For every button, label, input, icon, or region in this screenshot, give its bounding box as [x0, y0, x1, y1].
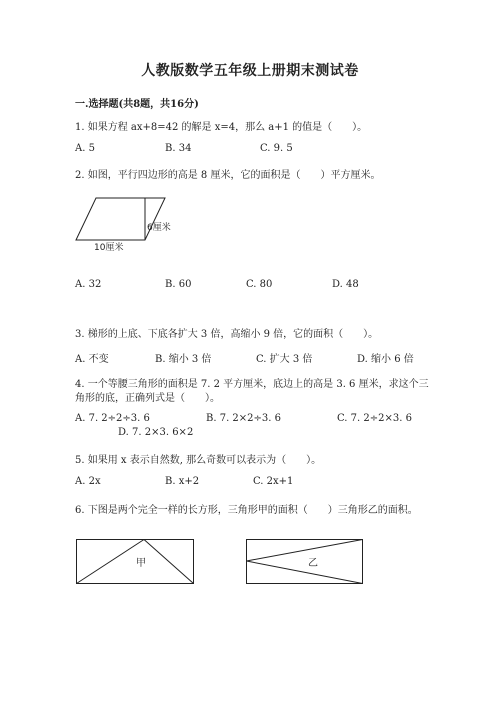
parallelogram-height-label: 6厘米 [147, 223, 171, 233]
q3-option-d[interactable]: D. 缩小 6 倍 [357, 354, 414, 365]
q4-option-c[interactable]: C. 7. 2÷2×3. 6 [337, 413, 412, 424]
q3-option-a[interactable]: A. 不变 [75, 354, 109, 365]
left-triangle-side-2 [144, 540, 194, 584]
q4-option-b[interactable]: B. 7. 2×2÷3. 6 [206, 413, 281, 424]
q1-option-c[interactable]: C. 9. 5 [260, 143, 293, 154]
q2-option-d[interactable]: D. 48 [332, 279, 359, 290]
left-triangle-side-1 [77, 540, 145, 584]
q2-option-a[interactable]: A. 32 [75, 279, 102, 290]
question-4-text-line2: 角形的底，正确列式是（ ）。 [75, 393, 220, 404]
question-3-text: 3. 梯形的上底、下底各扩大 3 倍，高缩小 9 倍，它的面积（ ）。 [75, 329, 379, 340]
page-title: 人教版数学五年级上册期末测试卷 [141, 63, 359, 79]
q1-option-a[interactable]: A. 5 [75, 143, 95, 154]
right-rectangle [247, 540, 363, 584]
triangle-jia-label: 甲 [136, 558, 146, 569]
question-1-text: 1. 如果方程 ax+8=42 的解是 x=4，那么 a+1 的值是（ ）。 [75, 122, 368, 133]
parallelogram-base-label: 10厘米 [94, 243, 124, 252]
q2-option-c[interactable]: C. 80 [246, 279, 273, 290]
left-rectangle [77, 540, 194, 584]
parallelogram-shape [76, 198, 165, 240]
q4-option-a[interactable]: A. 7. 2÷2÷3. 6 [75, 413, 150, 424]
rectangle-figure-left [76, 539, 196, 585]
triangle-yi-label: 乙 [308, 558, 318, 569]
parallelogram-figure [70, 190, 180, 252]
question-2-text: 2. 如图，平行四边形的高是 8 厘米，它的面积是（ ）平方厘米。 [75, 170, 381, 181]
right-triangle-side-2 [247, 561, 363, 584]
question-4-text-line1: 4. 一个等腰三角形的面积是 7. 2 平方厘米，底边上的高是 3. 6 厘米，求这个三 [75, 379, 429, 390]
q5-option-c[interactable]: C. 2x+1 [253, 476, 294, 487]
q4-option-d[interactable]: D. 7. 2×3. 6×2 [118, 427, 194, 438]
rectangle-figure-right [246, 539, 366, 585]
question-5-text: 5. 如果用 x 表示自然数, 那么奇数可以表示为（ ）。 [75, 455, 322, 466]
q3-option-b[interactable]: B. 缩小 3 倍 [155, 354, 212, 365]
section-heading: 一.选择题(共8题，共16分) [75, 99, 199, 110]
q5-option-b[interactable]: B. x+2 [165, 476, 200, 487]
q5-option-a[interactable]: A. 2x [75, 476, 101, 487]
question-6-text: 6. 下图是两个完全一样的长方形，三角形甲的面积（ ）三角形乙的面积。 [75, 505, 418, 516]
q3-option-c[interactable]: C. 扩大 3 倍 [256, 354, 313, 365]
right-triangle-side-1 [247, 540, 363, 562]
q1-option-b[interactable]: B. 34 [165, 143, 192, 154]
q2-option-b[interactable]: B. 60 [165, 279, 192, 290]
